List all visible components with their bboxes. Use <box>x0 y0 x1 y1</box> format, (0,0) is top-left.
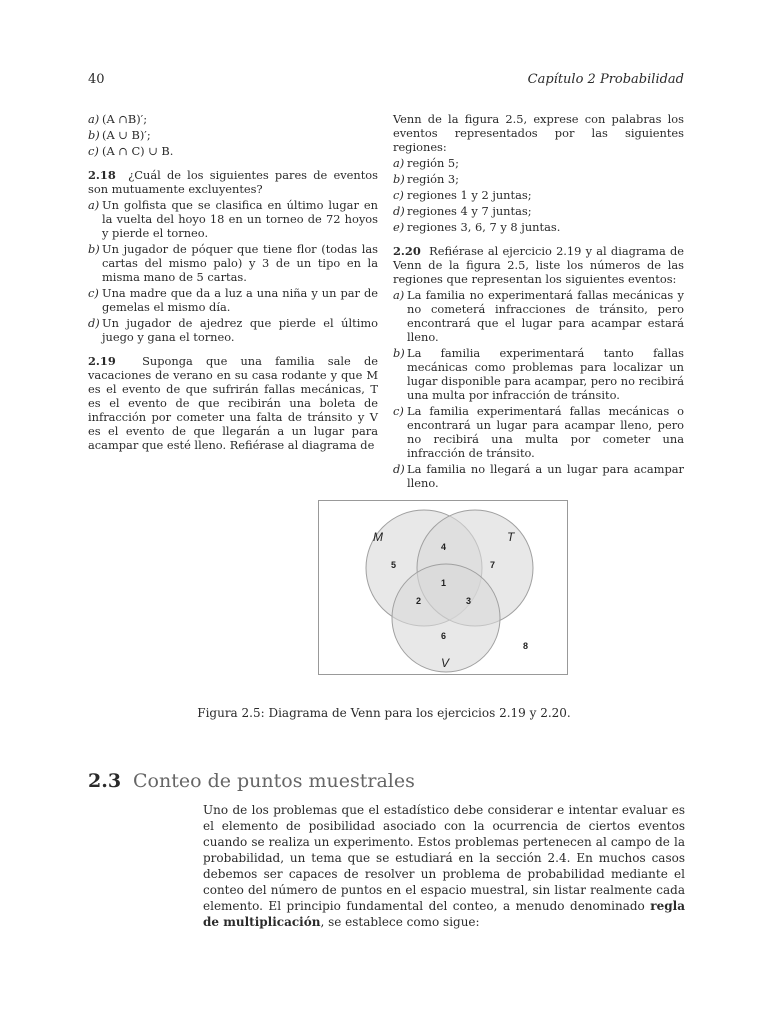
list-item: d) La familia no llegará a un lugar para acampar lleno. <box>393 462 684 490</box>
section-body: Uno de los problemas que el estadístico debe considerar e intentar evaluar es el elemento de posibilidad asociado con la ocurrencia de ciertos eventos cuando se realiza un experimento. Estos problemas pertenecen al campo de la probabilidad, un tema que se estudiará en la sección 2.4. En muchos casos debemos ser capaces de resolver un problema de probabilidad mediante el conteo del número de puntos en el espacio muestral, sin listar realmente cada elemento. El principio fundamental del conteo, a menudo denominado regla de multiplicación, se establece como sigue: <box>203 803 685 929</box>
list-item: b) región 3; <box>393 172 460 186</box>
list-item: a) Un golfista que se clasifica en último lugar en la vuelta del hoyo 18 en un torneo de 72 hoyos y pierde el torneo. <box>88 198 378 240</box>
region-3: 3 <box>466 596 472 606</box>
list-item: a) La familia no experimentará fallas mecánicas y no cometerá infracciones de tránsito, pero encontrará que el lugar para acampar estará lleno. <box>393 288 684 344</box>
list-item: c) (A ∩ C) ∪ B. <box>88 144 174 158</box>
region-5: 5 <box>391 560 397 570</box>
list-item: d) regiones 4 y 7 juntas; <box>393 204 532 218</box>
exercise-2-19-continuation: Venn de la figura 2.5, exprese con palabras los eventos representados por las siguientes regiones: <box>393 112 684 154</box>
venn-diagram-figure <box>318 500 568 675</box>
right-column <box>393 112 684 492</box>
exercise-2-19: 2.19 Suponga que una familia sale de vacaciones de verano en su casa rodante y que M es el evento de que sufrirán fallas mecánicas, T es el evento de que recibirán una boleta de infracción por cometer una falta de tránsito y V es el evento de que llegarán a un lugar para acampar que esté lleno. Refiérase al diagrama de <box>88 354 378 452</box>
region-1: 1 <box>441 578 447 588</box>
chapter-header: Capítulo 2 Probabilidad <box>527 72 684 87</box>
figure-caption: Figura 2.5: Diagrama de Venn para los ejercicios 2.19 y 2.20. <box>197 706 571 720</box>
list-item: c) regiones 1 y 2 juntas; <box>393 188 532 202</box>
set-label-m: M <box>373 530 383 544</box>
list-item: b) La familia experimentará tanto fallas mecánicas como problemas para localizar un lugar disponible para acampar, pero no recibirá una multa por infracción de tránsito. <box>393 346 684 402</box>
exercise-2-20: 2.20 Refiérase al ejercicio 2.19 y al diagrama de Venn de la figura 2.5, liste los números de las regiones que representan los siguientes eventos: <box>393 244 684 286</box>
region-2: 2 <box>416 596 422 606</box>
region-7: 7 <box>490 560 496 570</box>
section-number: 2.3 <box>88 770 122 792</box>
list-item: c) La familia experimentará fallas mecánicas o encontrará un lugar para acampar lleno, pero no recibirá una multa por cometer una infracción de tránsito. <box>393 404 684 460</box>
venn-diagram <box>319 501 567 674</box>
set-label-t: T <box>507 530 515 544</box>
list-item: a) región 5; <box>393 156 460 170</box>
page-number: 40 <box>88 72 105 87</box>
list-item: a) (A ∩B)′; <box>88 112 148 126</box>
region-4: 4 <box>441 542 447 552</box>
set-label-v: V <box>441 656 450 670</box>
section-title: Conteo de puntos muestrales <box>133 770 415 792</box>
list-item: b) Un jugador de póquer que tiene flor (todas las cartas del mismo palo) y 3 de un tipo en la misma mano de 5 cartas. <box>88 242 378 284</box>
list-item: e) regiones 3, 6, 7 y 8 juntas. <box>393 220 561 234</box>
list-item: d) Un jugador de ajedrez que pierde el último juego y gana el torneo. <box>88 316 378 344</box>
exercise-2-18: 2.18 ¿Cuál de los siguientes pares de eventos son mutuamente excluyentes? <box>88 168 378 196</box>
list-item: b) (A ∪ B)′; <box>88 128 151 142</box>
bold-term: regla de multiplicación <box>203 899 685 929</box>
list-item: c) Una madre que da a luz a una niña y un par de gemelas el mismo día. <box>88 286 378 314</box>
region-8: 8 <box>523 641 529 651</box>
region-6: 6 <box>441 631 447 641</box>
left-column <box>88 112 378 454</box>
